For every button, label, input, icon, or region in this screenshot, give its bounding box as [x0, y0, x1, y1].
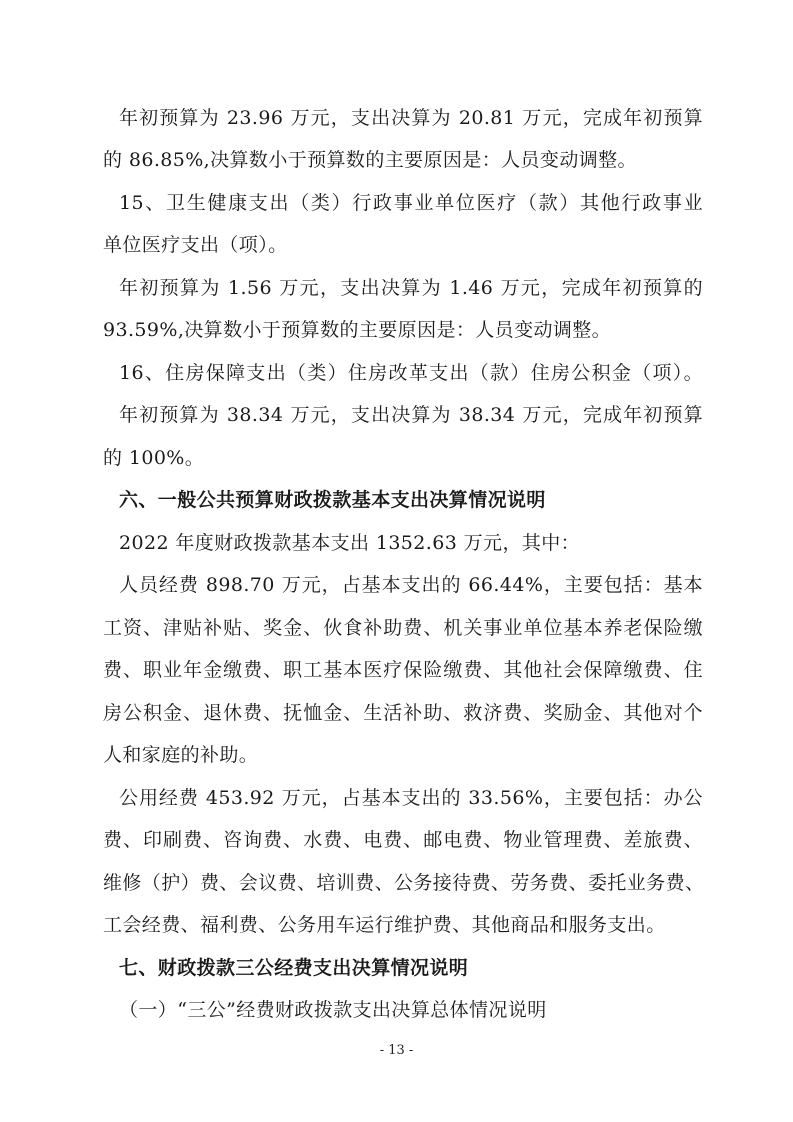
- paragraph-line: 人和家庭的补助。: [103, 744, 259, 766]
- paragraph-line: 的 100%。: [103, 447, 205, 469]
- paragraph-line: 单位医疗支出（项）。: [103, 234, 288, 256]
- section-heading: 七、财政拨款三公经费支出决算情况说明: [119, 957, 469, 979]
- subsection-heading: （一）“三公”经费财政拨款支出决算总体情况说明: [119, 999, 547, 1021]
- paragraph-line: 维修（护）费、会议费、培训费、公务接待费、劳务费、委托业务费、: [103, 872, 705, 894]
- paragraph-line: 年初预算为 23.96 万元，支出决算为 20.81 万元，完成年初预算: [119, 107, 703, 129]
- paragraph-line: 公用经费 453.92 万元，占基本支出的 33.56%，主要包括：办公: [119, 787, 703, 809]
- paragraph-line: 年初预算为 38.34 万元，支出决算为 38.34 万元，完成年初预算: [119, 404, 703, 426]
- paragraph-line: 93.59%,决算数小于预算数的主要原因是：人员变动调整。: [103, 319, 612, 341]
- section-heading: 六、一般公共预算财政拨款基本支出决算情况说明: [119, 489, 546, 511]
- paragraph-line: 的 86.85%,决算数小于预算数的主要原因是：人员变动调整。: [103, 149, 637, 171]
- section-item-heading: 15、卫生健康支出（类）行政事业单位医疗（款）其他行政事业: [119, 192, 703, 214]
- section-item-heading: 16、住房保障支出（类）住房改革支出（款）住房公积金（项）。: [119, 362, 703, 384]
- paragraph-line: 房公积金、退休费、抚恤金、生活补助、救济费、奖励金、其他对个: [103, 702, 703, 724]
- paragraph-line: 年初预算为 1.56 万元，支出决算为 1.46 万元，完成年初预算的: [119, 277, 703, 299]
- paragraph-line: 费、职业年金缴费、职工基本医疗保险缴费、其他社会保障缴费、住: [103, 659, 703, 681]
- paragraph-line: 费、印刷费、咨询费、水费、电费、邮电费、物业管理费、差旅费、: [103, 829, 703, 851]
- page-number: - 13 -: [379, 1043, 414, 1058]
- paragraph-line: 工会经费、福利费、公务用车运行维护费、其他商品和服务支出。: [103, 914, 666, 936]
- paragraph-line: 工资、津贴补贴、奖金、伙食补助费、机关事业单位基本养老保险缴: [103, 617, 703, 639]
- paragraph-line: 2022 年度财政拨款基本支出 1352.63 万元，其中：: [119, 532, 581, 554]
- paragraph-line: 人员经费 898.70 万元，占基本支出的 66.44%，主要包括：基本: [119, 574, 703, 596]
